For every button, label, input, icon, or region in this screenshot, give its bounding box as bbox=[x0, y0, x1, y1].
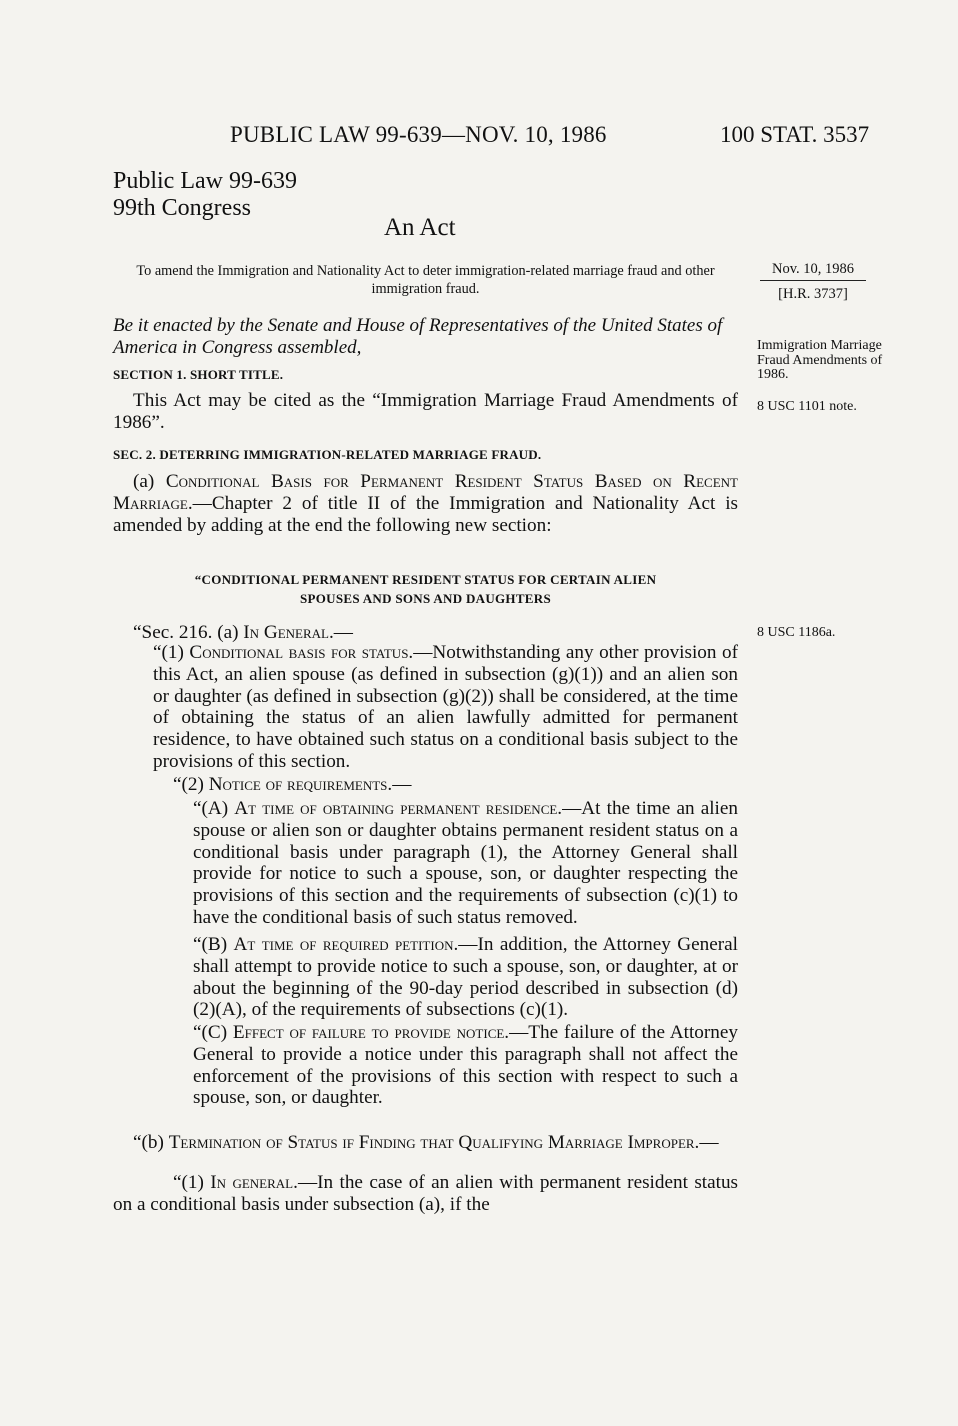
act-heading: An Act bbox=[384, 214, 456, 241]
subsection-a-text: —Chapter 2 of title II of the Immigration and Nationality Act is amended by adding at the end the following new section: bbox=[113, 492, 738, 536]
subsection-b bbox=[113, 1132, 738, 1154]
subparagraph-c-text: —The failure of the Attorney General to provide a notice under this paragraph shall not affect the enforcement of the provisions of this section with respect to such a spouse, son, or daughter. bbox=[193, 1022, 738, 1109]
subparagraph-b-heading: At time of required petition. bbox=[233, 934, 459, 955]
subsection-b-paragraph-1 bbox=[113, 1172, 738, 1216]
sec-216-heading: In General. bbox=[243, 622, 334, 643]
enacting-clause: Be it enacted by the Senate and House of Representatives of the United States of America in Congress assembled, bbox=[113, 315, 723, 358]
subparagraph-b-text: —In addition, the Attorney General shall attempt to provide notice to such a spouse, son, or daughter, at or about the beginning of the 90-day period described in subsection (d)(2)(A), of the requirements of subsections (c)(1). bbox=[193, 934, 739, 1021]
law-title-block bbox=[113, 168, 297, 222]
running-header-right: 100 STAT. 3537 bbox=[720, 122, 870, 147]
new-section-heading bbox=[113, 570, 738, 608]
subparagraph-a-prefix: “(A) bbox=[193, 798, 235, 819]
subsection-a bbox=[113, 471, 738, 536]
margin-bill-number: [H.R. 3737] bbox=[778, 286, 848, 302]
subsection-b-paragraph-1-prefix: “(1) bbox=[173, 1172, 211, 1193]
new-section-heading-line1: “CONDITIONAL PERMANENT RESIDENT STATUS FOR CERTAIN ALIEN bbox=[194, 572, 657, 587]
paragraph-1-heading: Conditional basis for status. bbox=[189, 642, 414, 663]
subsection-a-label: (a) bbox=[133, 471, 166, 492]
paragraph-2-dash: — bbox=[392, 774, 412, 795]
paragraph-1 bbox=[153, 642, 738, 773]
paragraph-2-heading: Notice of requirements. bbox=[208, 774, 393, 795]
subsection-b-prefix: “(b) bbox=[133, 1132, 169, 1153]
subparagraph-b bbox=[193, 934, 738, 1021]
section-2-heading: SEC. 2. DETERRING IMMIGRATION-RELATED MARRIAGE FRAUD. bbox=[113, 447, 542, 462]
subsection-b-paragraph-1-text: —In the case of an alien with permanent resident status on a conditional basis under subsection (a), if the bbox=[113, 1172, 739, 1215]
sec-216-prefix: “Sec. 216. (a) bbox=[133, 622, 244, 643]
subparagraph-c-prefix: “(C) bbox=[193, 1022, 233, 1043]
subparagraph-a-text: —At the time an alien spouse or alien son or daughter obtains permanent resident status on a conditional basis under paragraph (1), the Attorney General shall provide for notice to such a spouse, son, or daughter respecting the provisions of this section and the requirements of subsection (c)(1) to have the conditional basis of such status removed. bbox=[193, 798, 738, 928]
margin-short-title: Immigration Marriage Fraud Amendments of 1986. bbox=[757, 338, 883, 382]
subparagraph-b-prefix: “(B) bbox=[193, 934, 234, 955]
section-1-heading: SECTION 1. SHORT TITLE. bbox=[113, 367, 284, 382]
subsection-b-heading: Termination of Status if Finding that Qualifying Marriage Improper. bbox=[168, 1132, 700, 1153]
margin-usc-note-1: 8 USC 1101 note. bbox=[757, 399, 857, 414]
congress: 99th Congress bbox=[113, 195, 251, 221]
act-purpose: To amend the Immigration and Nationality Act to deter immigration-related marriage fraud and other immigration fraud. bbox=[136, 263, 715, 297]
law-number: Public Law 99-639 bbox=[113, 168, 297, 194]
running-header-left: PUBLIC LAW 99-639—NOV. 10, 1986 bbox=[230, 122, 607, 147]
sec-216-dash: — bbox=[333, 622, 353, 643]
section-1-text: This Act may be cited as the “Immigration Marriage Fraud Amendments of 1986”. bbox=[113, 390, 738, 433]
paragraph-2 bbox=[173, 774, 738, 796]
paragraph-2-prefix: “(2) bbox=[173, 774, 209, 795]
subparagraph-c-heading: Effect of failure to provide notice. bbox=[232, 1022, 510, 1043]
margin-date: Nov. 10, 1986 bbox=[760, 262, 866, 281]
subsection-b-paragraph-1-heading: In general. bbox=[210, 1172, 298, 1193]
subparagraph-a-heading: At time of obtaining permanent residence. bbox=[234, 798, 563, 819]
paragraph-1-prefix: “(1) bbox=[153, 642, 190, 663]
subparagraph-c bbox=[193, 1022, 738, 1109]
new-section-heading-line2: SPOUSES AND SONS AND DAUGHTERS bbox=[299, 591, 551, 606]
paragraph-1-text: —Notwithstanding any other provision of this Act, an alien spouse (as defined in subsection (g)(1)) and an alien son or daughter (as defined in subsection (g)(2)) shall be considered, at the time of obtaining the status of an alien lawfully admitted for permanent residence, to have obtained such status on a conditional basis subject to the provisions of this section. bbox=[153, 642, 738, 772]
margin-usc-note-2: 8 USC 1186a. bbox=[757, 625, 836, 640]
subparagraph-a bbox=[193, 798, 738, 929]
subsection-a-heading: Conditional Basis for Permanent Resident Status Based on Recent Marriage. bbox=[113, 471, 738, 514]
subsection-b-dash: — bbox=[699, 1132, 719, 1153]
sec-216-a bbox=[133, 622, 738, 644]
